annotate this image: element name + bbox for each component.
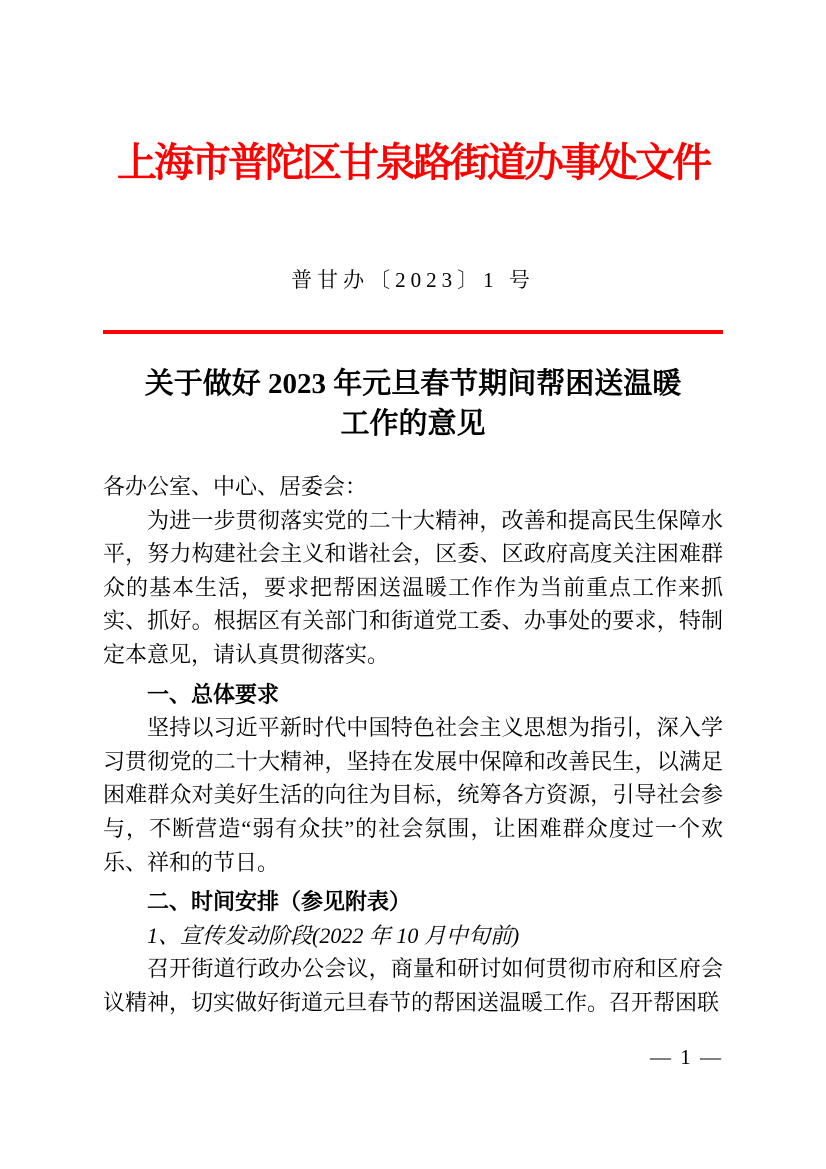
document-body xyxy=(103,470,723,1020)
document-header-title: 上海市普陀区甘泉路街道办事处文件 xyxy=(117,141,709,185)
paragraph-overall-requirements: 坚持以习近平新时代中国特色社会主义思想为指引，深入学习贯彻党的二十大精神，坚持在发展中保障和改善民生，以满足困难群众对美好生活的向往为目标，统筹各方资源，引导社会参与，不断营造“弱有众扶”的社会氛围，让困难群众度过一个欢乐、祥和的节日。 xyxy=(103,715,723,875)
doc-number: 普甘办〔2023〕1 号 xyxy=(291,268,535,292)
document-title xyxy=(103,364,723,444)
paragraph-intro: 为进一步贯彻落实党的二十大精神，改善和提高民生保障水平，努力构建社会主义和谐社会，区委、区政府高度关注困难群众的基本生活，要求把帮困送温暖工作作为当前重点工作来抓实、抓好。根据区有关部门和街道党工委、办事处的要求，特制定本意见，请认真贯彻落实。 xyxy=(103,507,723,667)
subsection-heading-publicity-phase: 1、宣传发动阶段(2022 年 10 月中旬前) xyxy=(147,922,520,948)
salutation: 各办公室、中心、居委会： xyxy=(103,474,368,499)
section-heading-overall-requirements: 一、总体要求 xyxy=(147,681,280,707)
section-heading-schedule: 二、时间安排（参见附表） xyxy=(147,889,412,915)
paragraph-publicity-phase: 召开街道行政办公会议，商量和研讨如何贯彻市府和区府会议精神，切实做好街道元旦春节的帮困送温暖工作。召开帮困联 xyxy=(103,956,723,1015)
page-number: — 1 — xyxy=(650,1045,723,1069)
document-title-line1: 关于做好 2023 年元旦春节期间帮困送温暖 xyxy=(144,368,682,400)
red-divider-line xyxy=(103,330,723,334)
document-title-line2: 工作的意见 xyxy=(340,408,486,440)
